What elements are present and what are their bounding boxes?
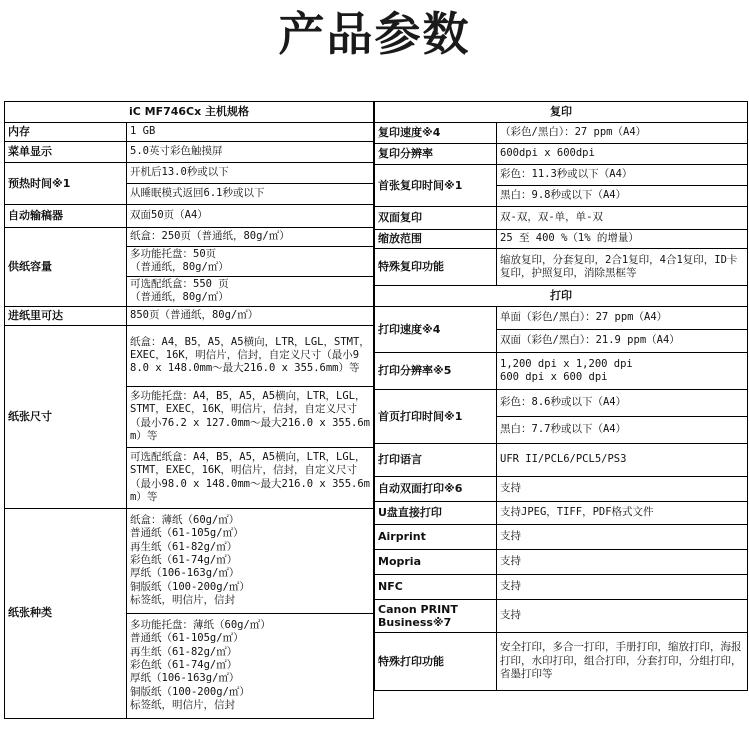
table-row <box>5 306 374 325</box>
table-row <box>5 325 374 386</box>
print-section-header: 打印 <box>375 286 748 307</box>
table-row <box>375 633 748 691</box>
table-row <box>375 307 748 330</box>
warmup-value-1: 开机后13.0秒或以下 <box>127 163 374 184</box>
table-row <box>375 550 748 575</box>
auto-duplex-label: 自动双面打印※6 <box>375 477 497 502</box>
memory-label: 内存 <box>5 123 127 142</box>
table-row <box>375 600 748 633</box>
page-title: 产品参数 <box>278 7 471 61</box>
table-row <box>375 502 748 525</box>
copy-print-spec-table <box>374 101 748 691</box>
airprint-label: Airprint <box>375 525 497 550</box>
table-row <box>375 477 748 502</box>
first-print-value-2: 黑白：7.7秒或以下（A4） <box>497 417 748 444</box>
print-language-label: 打印语言 <box>375 444 497 477</box>
table-row <box>375 123 748 144</box>
nfc-label: NFC <box>375 575 497 600</box>
main-spec-table <box>4 101 374 719</box>
mopria-label: Mopria <box>375 550 497 575</box>
table-row <box>5 205 374 228</box>
table-row <box>375 390 748 417</box>
paper-type-value-1: 纸盒：薄纸（60g/㎡） 普通纸（61-105g/㎡） 再生纸（61-82g/㎡） 彩色纸（61-74g/㎡） 厚纸（106-163g/㎡） 铜版纸（100-200g/㎡） 标签纸，明信片，信封 <box>127 508 374 613</box>
table-row <box>375 444 748 477</box>
paper-type-value-2: 多功能托盘：薄纸（60g/㎡） 普通纸（61-105g/㎡） 再生纸（61-82g/㎡） 彩色纸（61-74g/㎡） 厚纸（106-163g/㎡） 铜版纸（100-200g/㎡） 标签纸，明信片，信封 <box>127 613 374 718</box>
zoom-range-value: 25 至 400 %（1% 的增量） <box>497 230 748 249</box>
adf-value: 双面50页（A4） <box>127 205 374 228</box>
special-copy-value: 缩放复印，分套复印，2合1复印，4合1复印，ID卡复印，护照复印，消除黑框等 <box>497 249 748 286</box>
table-row <box>375 353 748 390</box>
table-row <box>375 165 748 186</box>
main-spec-header: iC MF746Cx 主机规格 <box>5 102 374 123</box>
menu-display-label: 菜单显示 <box>5 142 127 163</box>
table-row <box>375 249 748 286</box>
usb-print-label: U盘直接打印 <box>375 502 497 525</box>
zoom-range-label: 缩放范围 <box>375 230 497 249</box>
special-print-label: 特殊打印功能 <box>375 633 497 691</box>
table-row <box>375 207 748 230</box>
duplex-copy-label: 双面复印 <box>375 207 497 230</box>
mopria-value: 支持 <box>497 550 748 575</box>
table-row <box>5 508 374 613</box>
output-label: 进纸里可达 <box>5 306 127 325</box>
paper-size-label: 纸张尺寸 <box>5 325 127 508</box>
first-print-label: 首页打印时间※1 <box>375 390 497 444</box>
menu-display-value: 5.0英寸彩色触摸屏 <box>127 142 374 163</box>
print-resolution-value: 1,200 dpi x 1,200 dpi 600 dpi x 600 dpi <box>497 353 748 390</box>
paper-size-value-2: 多功能托盘：A4，B5，A5，A5横向，LTR，LGL，STMT，EXEC，16K，明信片，信封，自定义尺寸（最小76.2 x 127.0mm～最大216.0 x 355.6mm）等 <box>127 386 374 447</box>
first-print-value-1: 彩色：8.6秒或以下（A4） <box>497 390 748 417</box>
usb-print-value: 支持JPEG，TIFF，PDF格式文件 <box>497 502 748 525</box>
table-row <box>375 144 748 165</box>
print-resolution-label: 打印分辨率※5 <box>375 353 497 390</box>
canon-print-label: Canon PRINT Business※7 <box>375 600 497 633</box>
output-value: 850页（普通纸，80g/㎡） <box>127 306 374 325</box>
paper-supply-label: 供纸容量 <box>5 228 127 307</box>
warmup-value-2: 从睡眠模式返回6.1秒或以下 <box>127 184 374 205</box>
adf-label: 自动输稿器 <box>5 205 127 228</box>
print-speed-label: 打印速度※4 <box>375 307 497 353</box>
paper-size-value-1: 纸盒：A4，B5，A5，A5横向，LTR，LGL，STMT，EXEC，16K，明信片，信封，自定义尺寸（最小98.0 x 148.0mm～最大216.0 x 355.6mm）等 <box>127 325 374 386</box>
paper-size-value-3: 可选配纸盒：A4，B5，A5，A5横向，LTR，LGL，STMT，EXEC，16K，明信片，信封，自定义尺寸（最小98.0 x 148.0mm～最大216.0 x 355.6mm）等 <box>127 447 374 508</box>
paper-supply-value-1: 纸盒：250页（普通纸，80g/㎡） <box>127 228 374 247</box>
table-row <box>5 228 374 247</box>
airprint-value: 支持 <box>497 525 748 550</box>
paper-supply-value-3: 可选配纸盒：550 页 （普通纸，80g/㎡） <box>127 276 374 306</box>
first-copy-value-2: 黑白：9.8秒或以下（A4） <box>497 186 748 207</box>
first-copy-value-1: 彩色：11.3秒或以下（A4） <box>497 165 748 186</box>
paper-supply-value-2: 多功能托盘：50页 （普通纸，80g/㎡） <box>127 247 374 277</box>
nfc-value: 支持 <box>497 575 748 600</box>
warmup-label: 预热时间※1 <box>5 163 127 205</box>
copy-speed-value: （彩色/黑白）：27 ppm（A4） <box>497 123 748 144</box>
copy-section-header: 复印 <box>375 102 748 123</box>
memory-value: 1 GB <box>127 123 374 142</box>
copy-resolution-value: 600dpi x 600dpi <box>497 144 748 165</box>
print-speed-value-1: 单面（彩色/黑白）：27 ppm（A4） <box>497 307 748 330</box>
canon-print-value: 支持 <box>497 600 748 633</box>
print-speed-value-2: 双面（彩色/黑白）：21.9 ppm（A4） <box>497 330 748 353</box>
print-language-value: UFR II/PCL6/PCL5/PS3 <box>497 444 748 477</box>
copy-resolution-label: 复印分辨率 <box>375 144 497 165</box>
table-row <box>5 163 374 184</box>
table-row <box>375 575 748 600</box>
duplex-copy-value: 双-双，双-单，单-双 <box>497 207 748 230</box>
auto-duplex-value: 支持 <box>497 477 748 502</box>
copy-speed-label: 复印速度※4 <box>375 123 497 144</box>
table-row <box>5 123 374 142</box>
paper-type-label: 纸张种类 <box>5 508 127 718</box>
table-row <box>375 230 748 249</box>
special-copy-label: 特殊复印功能 <box>375 249 497 286</box>
first-copy-label: 首张复印时间※1 <box>375 165 497 207</box>
table-row <box>375 525 748 550</box>
special-print-value: 安全打印，多合一打印，手册打印，缩放打印，海报打印，水印打印，组合打印，分套打印，分组打印，省墨打印等 <box>497 633 748 691</box>
table-row <box>5 142 374 163</box>
